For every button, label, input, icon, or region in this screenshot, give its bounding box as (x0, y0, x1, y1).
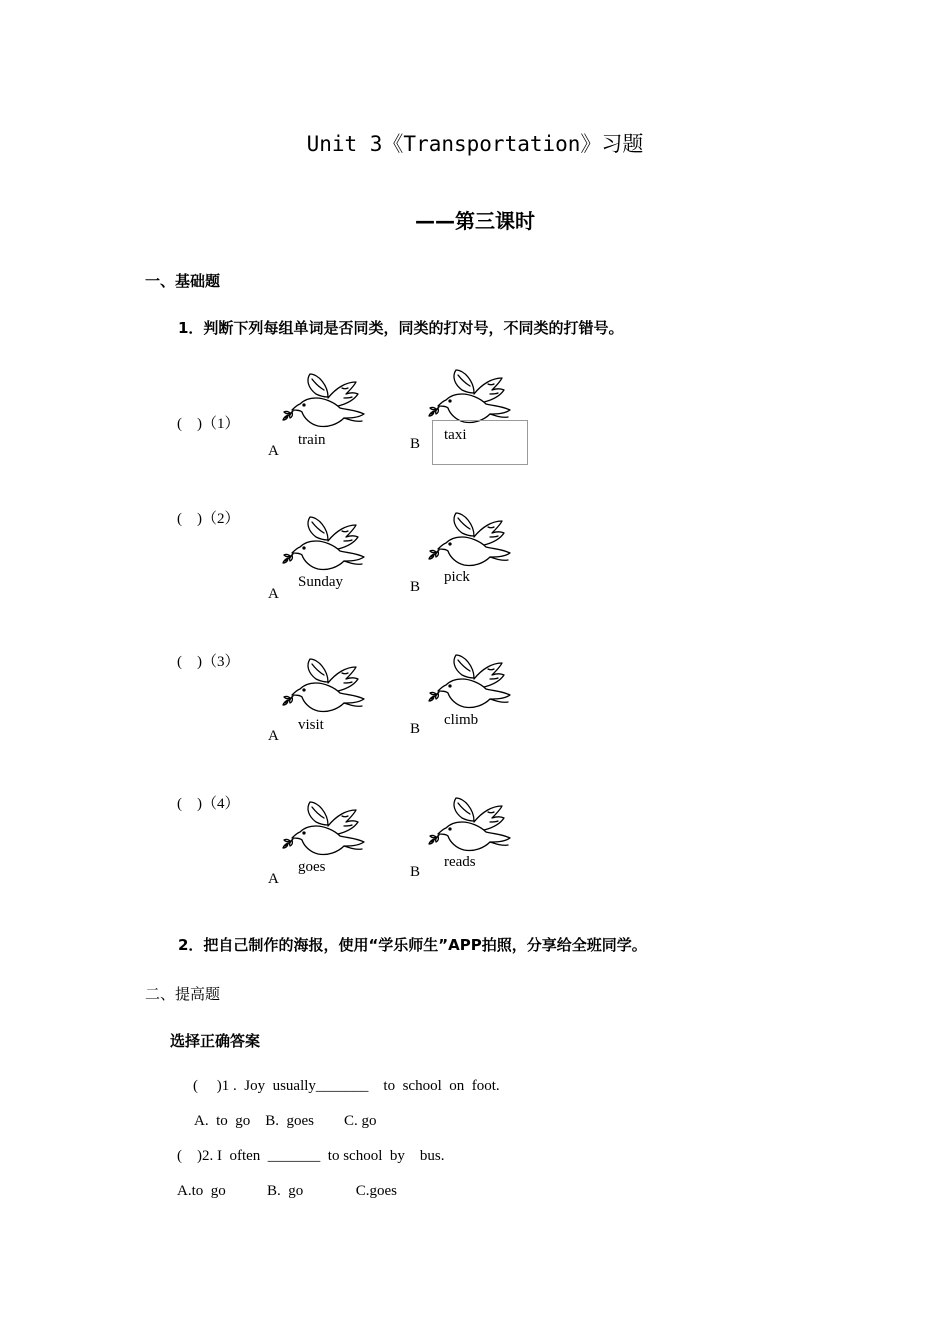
option-a-label: A (268, 586, 279, 602)
option-b-label: B (410, 436, 421, 452)
option-b-label: B (410, 579, 421, 595)
dove-icon (428, 509, 512, 571)
option-a-label: A (268, 871, 279, 887)
dove-icon (282, 798, 366, 860)
question-2: ( )2. I often _______ to school by bus. (177, 1148, 445, 1164)
dove-icon (428, 794, 512, 856)
option-a-label: A (268, 728, 279, 744)
word-b: climb (444, 712, 479, 728)
word-a: visit (298, 717, 324, 733)
option-b-label: B (410, 864, 421, 880)
answer-bracket[interactable]: ( )（2） (177, 511, 240, 527)
section-basic-heading: 一、基础题 (145, 272, 221, 290)
question-2-options: A.to go B. go C.goes (177, 1183, 398, 1199)
dove-icon (282, 370, 366, 432)
answer-bracket[interactable]: ( )（1） (177, 416, 240, 432)
task2-instruction: 2．把自己制作的海报，使用“学乐师生”APP拍照，分享给全班同学。 (178, 936, 647, 954)
word-a: goes (298, 859, 326, 875)
answer-bracket[interactable]: ( )（4） (177, 796, 240, 812)
question-1-options: A. to go B. goes C. go (194, 1113, 377, 1129)
section-advanced-heading: 二、提高题 (145, 985, 221, 1003)
question-1: ( )1 . Joy usually_______ to school on foot. (193, 1078, 500, 1094)
option-a-label: A (268, 443, 279, 459)
word-a: train (298, 432, 326, 448)
task1-instruction: 1．判断下列每组单词是否同类，同类的打对号，不同类的打错号。 (178, 319, 624, 337)
word-b: pick (444, 569, 470, 585)
dove-icon (428, 366, 512, 428)
answer-bracket[interactable]: ( )（3） (177, 654, 240, 670)
dove-icon (282, 513, 366, 575)
option-b-label: B (410, 721, 421, 737)
page-subtitle: ——第三课时 (415, 209, 535, 233)
dove-icon (428, 651, 512, 713)
dove-icon (282, 655, 366, 717)
word-b: reads (444, 854, 476, 870)
choose-answer-heading: 选择正确答案 (170, 1032, 261, 1050)
word-b: taxi (444, 427, 467, 443)
page-title: Unit 3《Transportation》习题 (306, 132, 644, 156)
word-a: Sunday (298, 574, 343, 590)
